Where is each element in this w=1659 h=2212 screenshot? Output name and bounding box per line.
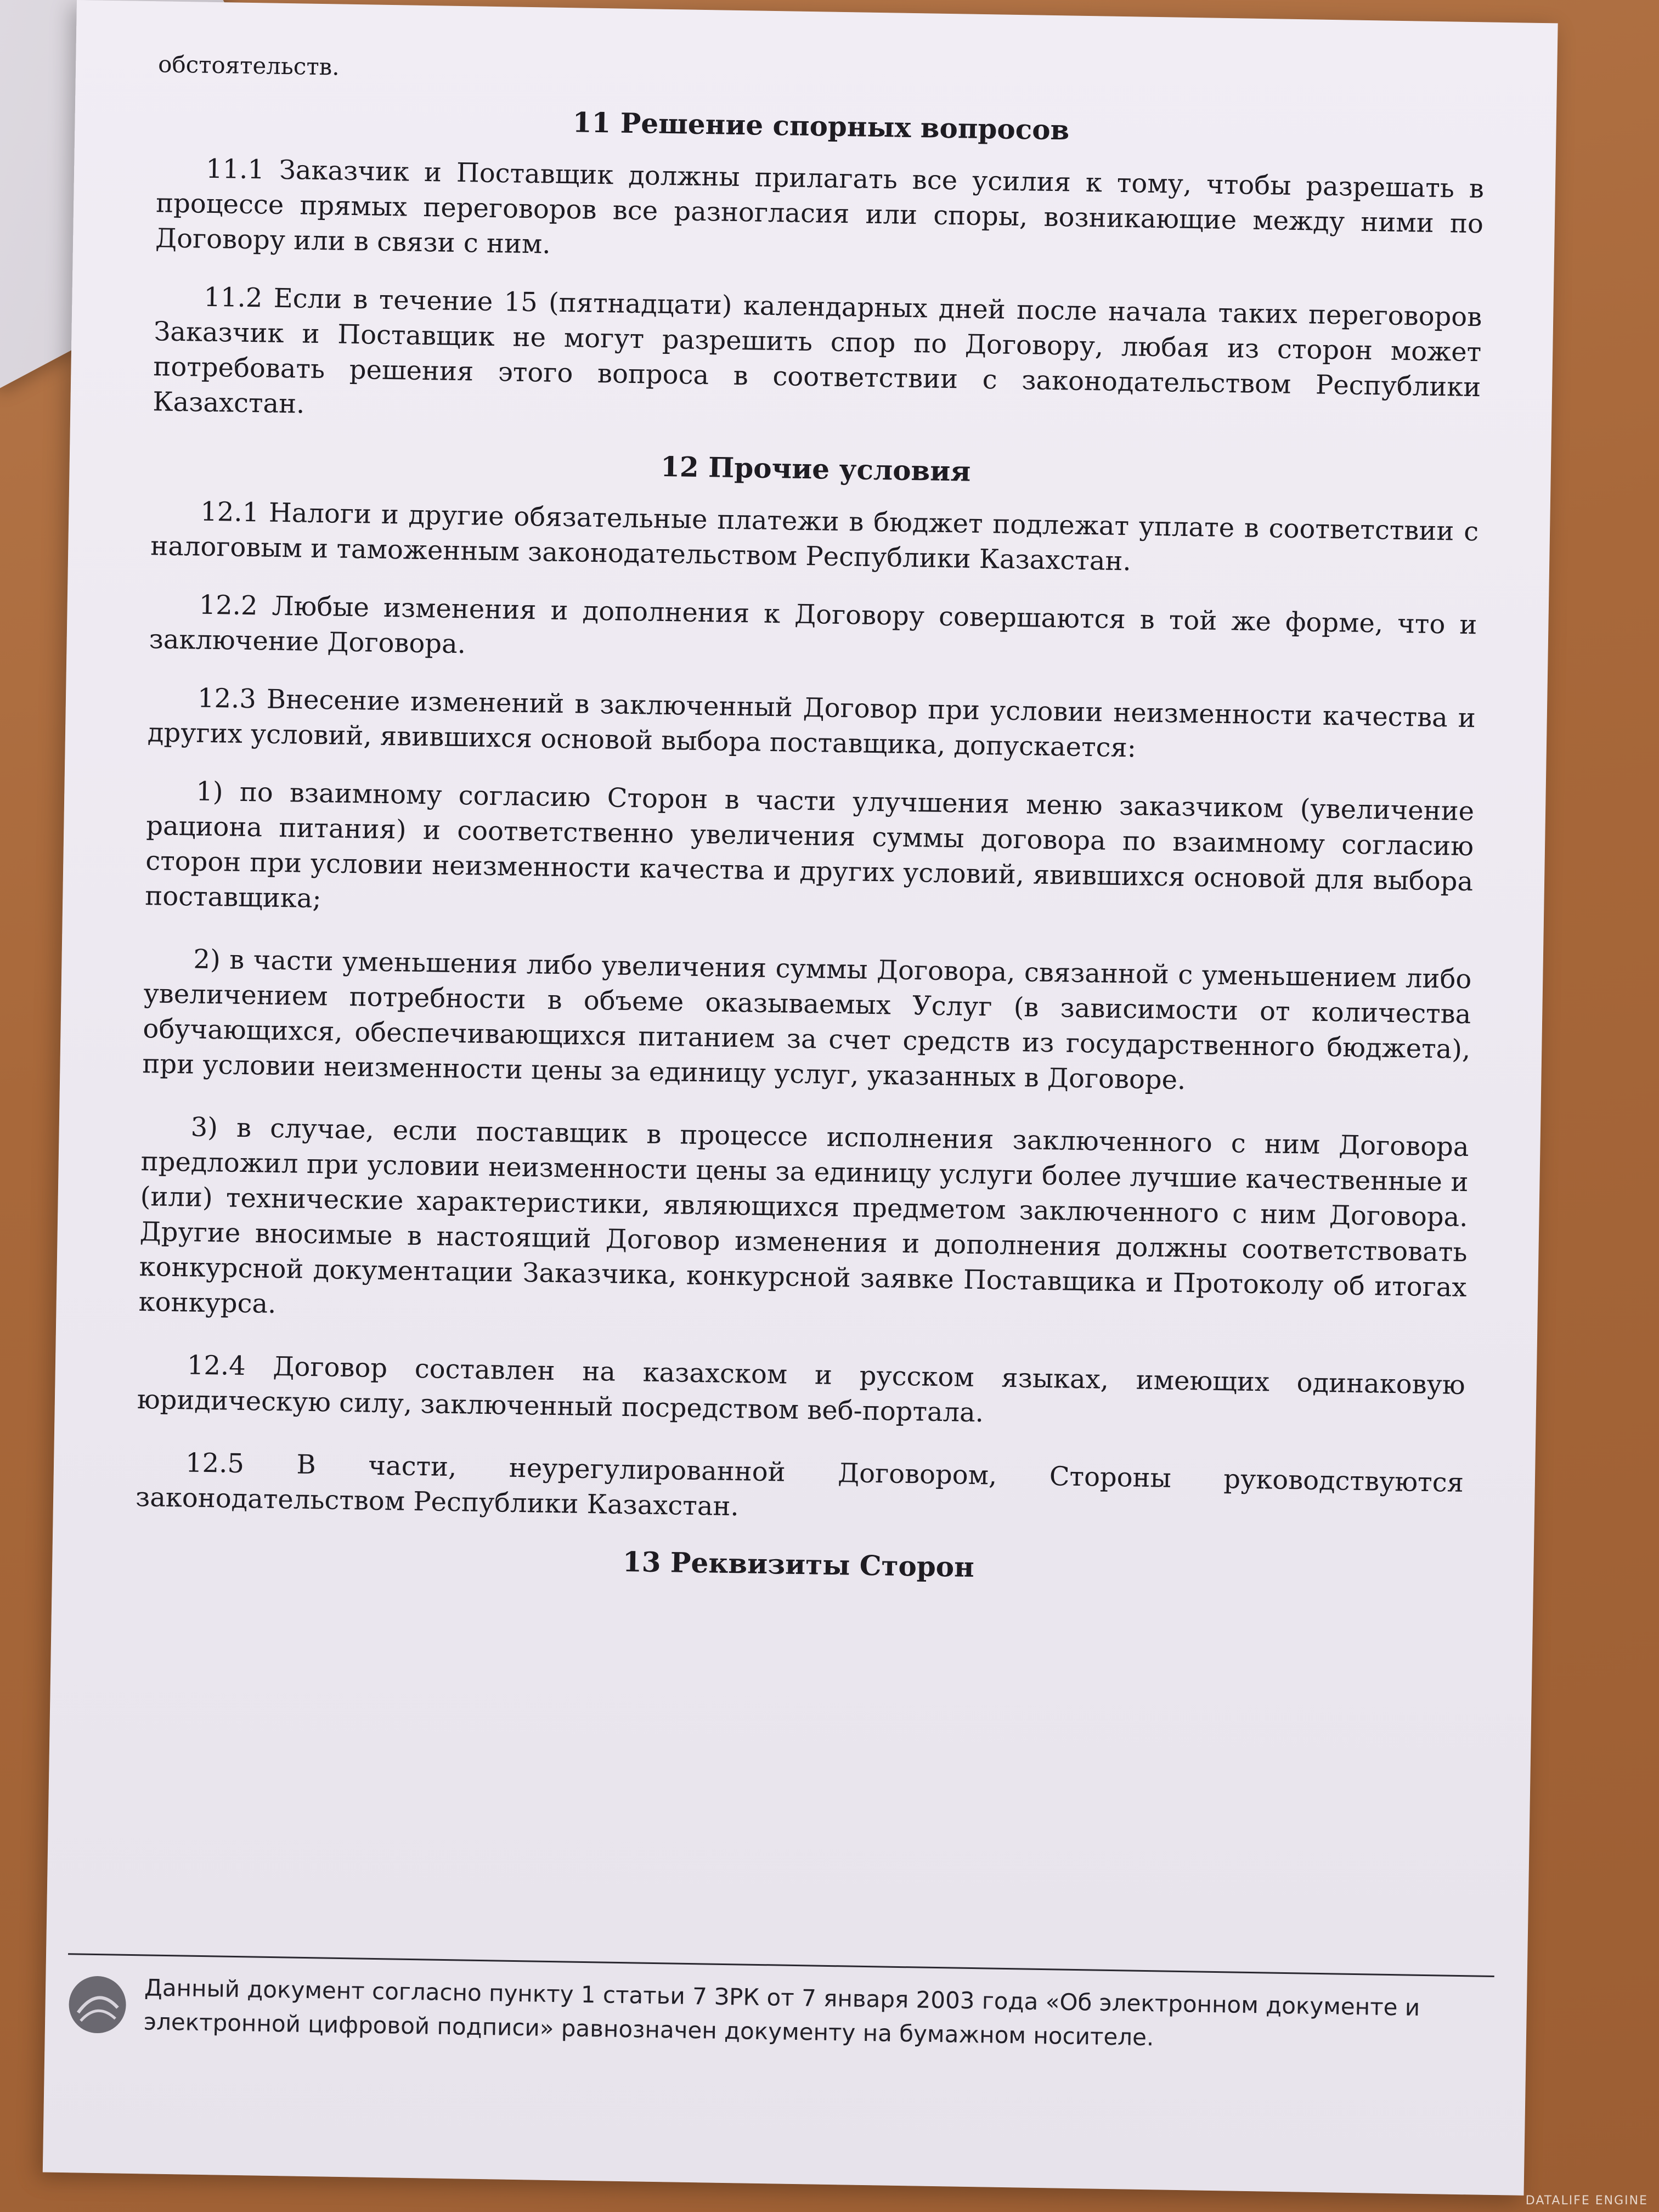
clause-12-2: 12.2 Любые изменения и дополнения к Договору совершаются в той же форме, что и заключение Договора. [149,589,1477,660]
clause-12-4: 12.4 Договор составлен на казахском и русском языках, имеющих одинаковую юридическую силу, заключенный посредством веб-портала. [137,1350,1466,1429]
clause-11-2: 11.2 Если в течение 15 (пятнадцати) календарных дней после начала таких переговоров Заказчик и Поставщик не могут разрешить спор по Договору, любая из сторон может потребовать решения этого вопроса в соответствии с законодательством Республики Казахстан. [153,281,1482,420]
clause-12-3: 12.3 Внесение изменений в заключенный Договор при условии неизменности качества и других условий, явившихся основой выбора поставщика, допускается: [147,682,1476,764]
document-body [134,50,1486,1610]
clause-11-1: 11.1 Заказчик и Поставщик должны прилагать все усилия к тому, чтобы разрешать в процессе прямых переговоров все разногласия или споры, возникающие между ними по Договору или в связи с ним. [155,153,1485,260]
watermark: DATALIFE ENGINE [1525,2194,1648,2208]
continuation-text: обстоятельств. [157,50,340,81]
clause-12-3-item-3: 3) в случае, если поставщик в процессе исполнения заключенного с ним Договора предложил при условии неизменности цены за единицу услуги более лучшие качественные и (или) технические характеристики, являющихся предметом заключенного с ним Договора. Другие вносимые в настоящий Договор изменения и дополнения должны соответствовать конкурсной документации Заказчика, конкурсной заявке Поставщика и Протоколу об итогах конкурса. [138,1111,1469,1319]
clause-12-3-item-1: 1) по взаимному согласию Сторон в части улучшения меню заказчиком (увеличение рациона питания) и соответственно увеличения суммы договора по взаимному согласию сторон при условии неизменности качества и других условий, явившихся основой для выбора поставщика; [144,776,1475,915]
clause-12-3-item-2: 2) в части уменьшения либо увеличения суммы Договора, связанной с уменьшением либо увеличением потребности в объеме оказываемых Услуг (в зависимости от количества обучающихся, обеспечивающихся питанием за счет средств из государственного бюджета), при условии неизменности цены за единицу услуг, указанных в Договоре. [142,944,1472,1096]
clause-12-5: 12.5 В части, неурегулированной Договором, Стороны руководствуются законодательством Республики Казахстан. [135,1447,1464,1522]
footer-legal-text: Данный документ согласно пункту 1 статьи 7 ЗРК от 7 января 2003 года «Об электронном документе и электронной цифровой подписи» равнозначен документу на бумажном носителе. [143,1974,1420,2051]
footer [67,1970,1472,2059]
document-page [43,0,1558,2196]
clause-12-1: 12.1 Налоги и другие обязательные платежи в бюджет подлежат уплате в соответствии с налоговым и таможенным законодательством Республики Казахстан. [150,496,1479,577]
section-12-heading: 12 Прочие условия [660,450,971,488]
section-13-heading: 13 Реквизиты Сторон [622,1545,975,1584]
egov-logo-icon [67,1974,128,2035]
section-11-heading: 11 Решение спорных вопросов [572,106,1070,146]
